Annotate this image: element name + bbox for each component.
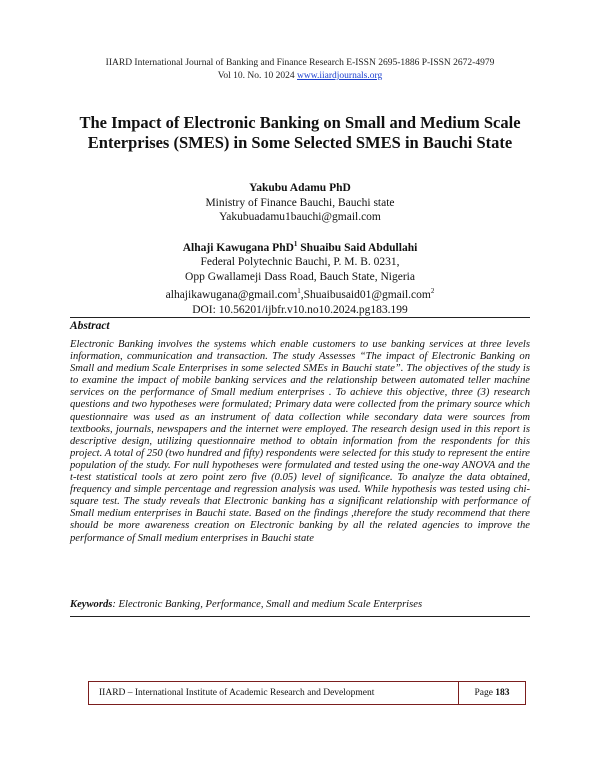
keywords-bottom-rule — [70, 616, 530, 617]
abstract-text: Electronic Banking involves the systems which enable customers to use banking services at three levels information, communication and transaction. The study Assesses “The impact of Electronic Banking on Small and medium Scale Enterprises in some selected SMEs in Bauchi state”. The objectives of the study is to examine the impact of mobile banking services and the relationship between automated teller machine services on the performance of Small medium enterprises . To achieve this objective, three (3) research questions and two hypotheses were formulated; Primary data were collected from the primary source which questionnaire was used as an instrument of data collection while secondary data were sources from textbooks, journals, newspapers and the internet were employed. The research design used in this report is descriptive design, utilizing questionnaire method to obtain information from the respondents for this project. A total of 250 (two hundred and fifty) respondents were selected for this study to represent the entire population of the study. For null hypotheses were formulated and tested using the one-way ANOVA and the t-test statistical tools at zero point zero five (0.05) level of significance. To analyze the data obtained, frequency and simple percentage and regression analysis was used. While hypothesis was tested using chi-square test. The study reveals that Electronic banking has a significant relationship with performance of Small medium enterprises in Bauchi state. Based on the findings ,therefore the study recommend that there should be more awareness creation on Electronic banking by all the related agencies to improve the performance of Small medium enterprises in Bauchi state — [70, 339, 530, 544]
journal-header-line2 — [0, 70, 600, 83]
journal-link[interactable]: www.iiardjournals.org — [297, 71, 383, 81]
footer-institute: IIARD – International Institute of Academic Research and Development — [99, 688, 375, 698]
abstract-top-rule — [70, 317, 530, 318]
keywords-text: : Electronic Banking, Performance, Small and medium Scale Enterprises — [112, 599, 423, 610]
author2-name-main: Alhaji Kawugana PhD — [182, 241, 294, 254]
author2-email1: alhajikawugana@gmail.com — [165, 289, 298, 302]
keywords — [70, 599, 530, 610]
footer-page-label: Page — [474, 688, 496, 698]
doi: DOI: 10.56201/ijbfr.v10.no10.2024.pg183.199 — [192, 303, 408, 316]
author1-name: Yakubu Adamu PhD — [249, 182, 351, 194]
journal-header — [0, 57, 600, 83]
author2-email2: ,Shuaibusaid01@gmail.com — [300, 289, 431, 302]
author2-block — [0, 237, 600, 317]
author2-emails — [0, 284, 600, 302]
volume-info: Vol 10. No. 10 2024 — [217, 71, 298, 81]
author2-name-sup: 1 — [293, 240, 298, 248]
author1-email: Yakubuadamu1bauchi@gmail.com — [219, 211, 381, 223]
author1-block — [0, 181, 600, 225]
abstract-label: Abstract — [70, 320, 110, 332]
paper-title: The Impact of Electronic Banking on Small and Medium Scale Enterprises (SMES) in Some Selected SMES in Bauchi State — [79, 113, 521, 152]
page-footer — [88, 681, 526, 705]
author2-affiliation: Federal Polytechnic Bauchi, P. M. B. 0231, — [200, 256, 400, 269]
author1-affiliation: Ministry of Finance Bauchi, Bauchi state — [205, 196, 395, 209]
author2-name — [0, 237, 600, 255]
footer-page — [459, 688, 525, 698]
author2-email1-sup: 1 — [297, 287, 301, 296]
author2-name-rest: Shuaibu Said Abdullahi — [297, 241, 418, 254]
author2-address: Opp Gwallameji Dass Road, Bauch State, Nigeria — [185, 270, 415, 283]
footer-page-number: 183 — [495, 688, 510, 698]
journal-header-line1: IIARD International Journal of Banking and Finance Research E-ISSN 2695-1886 P-ISSN 2672-4979 — [105, 58, 495, 68]
keywords-label: Keywords — [70, 599, 113, 610]
author2-email2-sup: 2 — [430, 287, 435, 296]
